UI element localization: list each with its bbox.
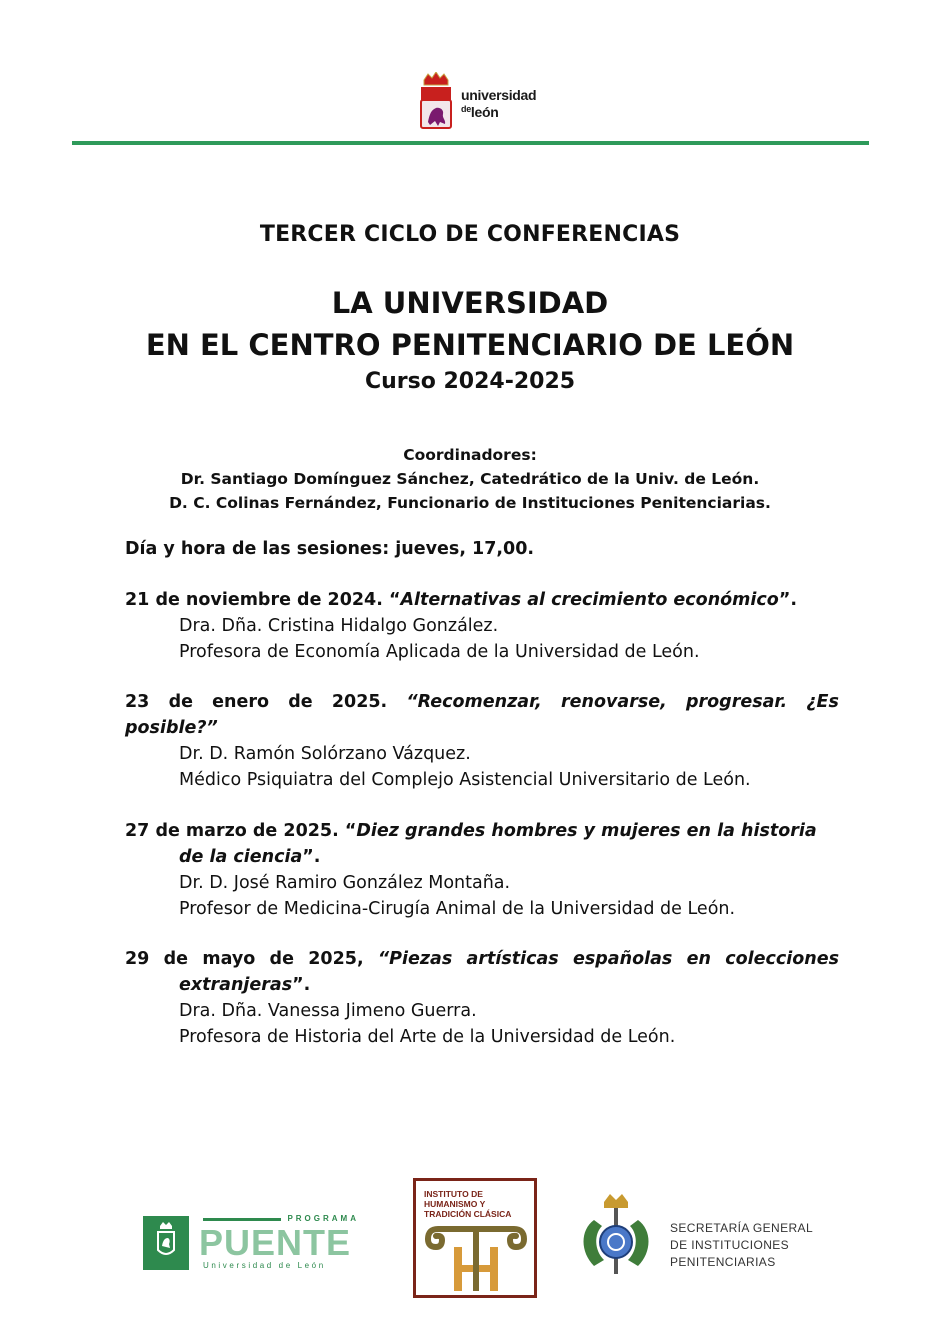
talk-2-date-w0: 23	[125, 692, 150, 712]
university-logo	[418, 72, 558, 136]
talk-2-speaker: Dr. D. Ramón Solórzano Vázquez.	[179, 744, 471, 764]
university-name-line1: universidad	[461, 87, 537, 103]
series-title: TERCER CICLO DE CONFERENCIAS	[259, 222, 681, 247]
main-title-line1: LA UNIVERSIDAD	[331, 286, 609, 320]
puente-wordmark: PUENTE	[199, 1222, 352, 1263]
secretaria-line-1: SECRETARÍA GENERAL	[670, 1221, 814, 1235]
talk-4-date-w4: 2025,	[308, 949, 364, 969]
talk-2-title-w2: progresar.	[685, 692, 788, 712]
talk-3-title-cont-line	[179, 847, 320, 867]
talk-4-date-w1: de	[163, 949, 189, 969]
talk-1-title: Alternativas al crecimiento económico	[400, 590, 779, 610]
talk-2-date-w1: de	[168, 692, 193, 712]
talk-3-affiliation: Profesor de Medicina-Cirugía Animal de la Universidad de León.	[179, 899, 736, 919]
talk-4-heading	[125, 949, 839, 969]
instituto-line-2: HUMANISMO Y	[424, 1199, 486, 1209]
puente-subtitle: Universidad de León	[203, 1261, 326, 1270]
ionic-column-icon	[424, 1225, 528, 1293]
university-shield-icon	[418, 72, 454, 134]
talk-2-date-w4: 2025.	[331, 692, 388, 712]
talk-4-title-w3: en	[686, 949, 711, 969]
coordinator-1: Dr. Santiago Domínguez Sánchez, Catedrático de la Univ. de León.	[180, 470, 760, 488]
instituto-text	[424, 1189, 528, 1219]
talk-1-date: 21 de noviembre de 2024. “	[125, 590, 401, 610]
talk-2-title-w0: “Recomenzar,	[406, 692, 542, 712]
talk-4-date-w2: mayo	[202, 949, 256, 969]
header-divider	[72, 141, 869, 145]
talk-3-speaker: Dr. D. José Ramiro González Montaña.	[179, 873, 511, 893]
talk-4-title-cont: extranjeras	[179, 975, 293, 995]
talk-3-date: 27 de marzo de 2025. “	[125, 821, 357, 841]
secretaria-line-2: DE INSTITUCIONES	[670, 1238, 790, 1252]
talk-2-title-w3: ¿Es	[806, 692, 839, 712]
talk-4-title-w4: colecciones	[725, 949, 839, 969]
secretaria-general-logo	[574, 1190, 824, 1280]
programa-puente-logo	[143, 1214, 359, 1274]
talk-4-speaker: Dra. Dña. Vanessa Jimeno Guerra.	[179, 1001, 477, 1021]
talk-4-title-w0: “Piezas	[377, 949, 453, 969]
puente-shield-icon	[143, 1216, 189, 1270]
instituto-line-1: INSTITUTO DE	[424, 1189, 483, 1199]
coordinators-heading: Coordinadores:	[403, 446, 537, 464]
sessions-info: Día y hora de las sesiones: jueves, 17,00.	[125, 539, 535, 559]
talk-4-close: ”.	[292, 975, 311, 995]
penitentiary-emblem-icon	[574, 1190, 664, 1280]
instituto-line-3: TRADICIÓN CLÁSICA	[424, 1209, 512, 1219]
talk-2-affiliation: Médico Psiquiatra del Complejo Asistencial Universitario de León.	[179, 770, 751, 790]
main-title-line2: EN EL CENTRO PENITENCIARIO DE LEÓN	[145, 328, 795, 362]
talk-4-title-w1: artísticas	[466, 949, 559, 969]
course-year: Curso 2024-2025	[364, 369, 576, 394]
talk-1-affiliation: Profesora de Economía Aplicada de la Universidad de León.	[179, 642, 700, 662]
puente-shield-box	[143, 1216, 189, 1270]
university-name-line2: león	[470, 104, 499, 120]
university-wordmark	[461, 88, 536, 119]
talk-4-title-w2: españolas	[573, 949, 673, 969]
talk-2-title-w1: renovarse,	[561, 692, 667, 712]
talk-1-close: ”.	[778, 590, 797, 610]
talk-3-heading	[125, 821, 817, 841]
talk-1-speaker: Dra. Dña. Cristina Hidalgo González.	[179, 616, 499, 636]
talk-1-heading	[125, 590, 797, 610]
talk-4-title-cont-line	[179, 975, 310, 995]
university-name-small: de	[461, 104, 471, 114]
talk-4-affiliation: Profesora de Historia del Arte de la Universidad de León.	[179, 1027, 676, 1047]
talk-2-heading	[125, 692, 839, 712]
instituto-humanismo-logo	[413, 1178, 537, 1298]
talk-3-title-cont: de la ciencia	[179, 847, 303, 867]
puente-program-label: PROGRAMA	[287, 1214, 359, 1223]
talk-2-title-cont: posible?”	[125, 718, 218, 738]
talk-3-title: Diez grandes hombres y mujeres en la historia	[356, 821, 817, 841]
secretaria-text	[670, 1220, 813, 1271]
talk-3-close: ”.	[302, 847, 321, 867]
coordinator-2: D. C. Colinas Fernández, Funcionario de Instituciones Penitenciarias.	[169, 494, 771, 512]
talk-2-date-w3: de	[288, 692, 313, 712]
talk-4-date-w0: 29	[125, 949, 150, 969]
secretaria-line-3: PENITENCIARIAS	[670, 1255, 776, 1269]
talk-2-date-w2: enero	[212, 692, 270, 712]
talk-4-date-w3: de	[269, 949, 294, 969]
